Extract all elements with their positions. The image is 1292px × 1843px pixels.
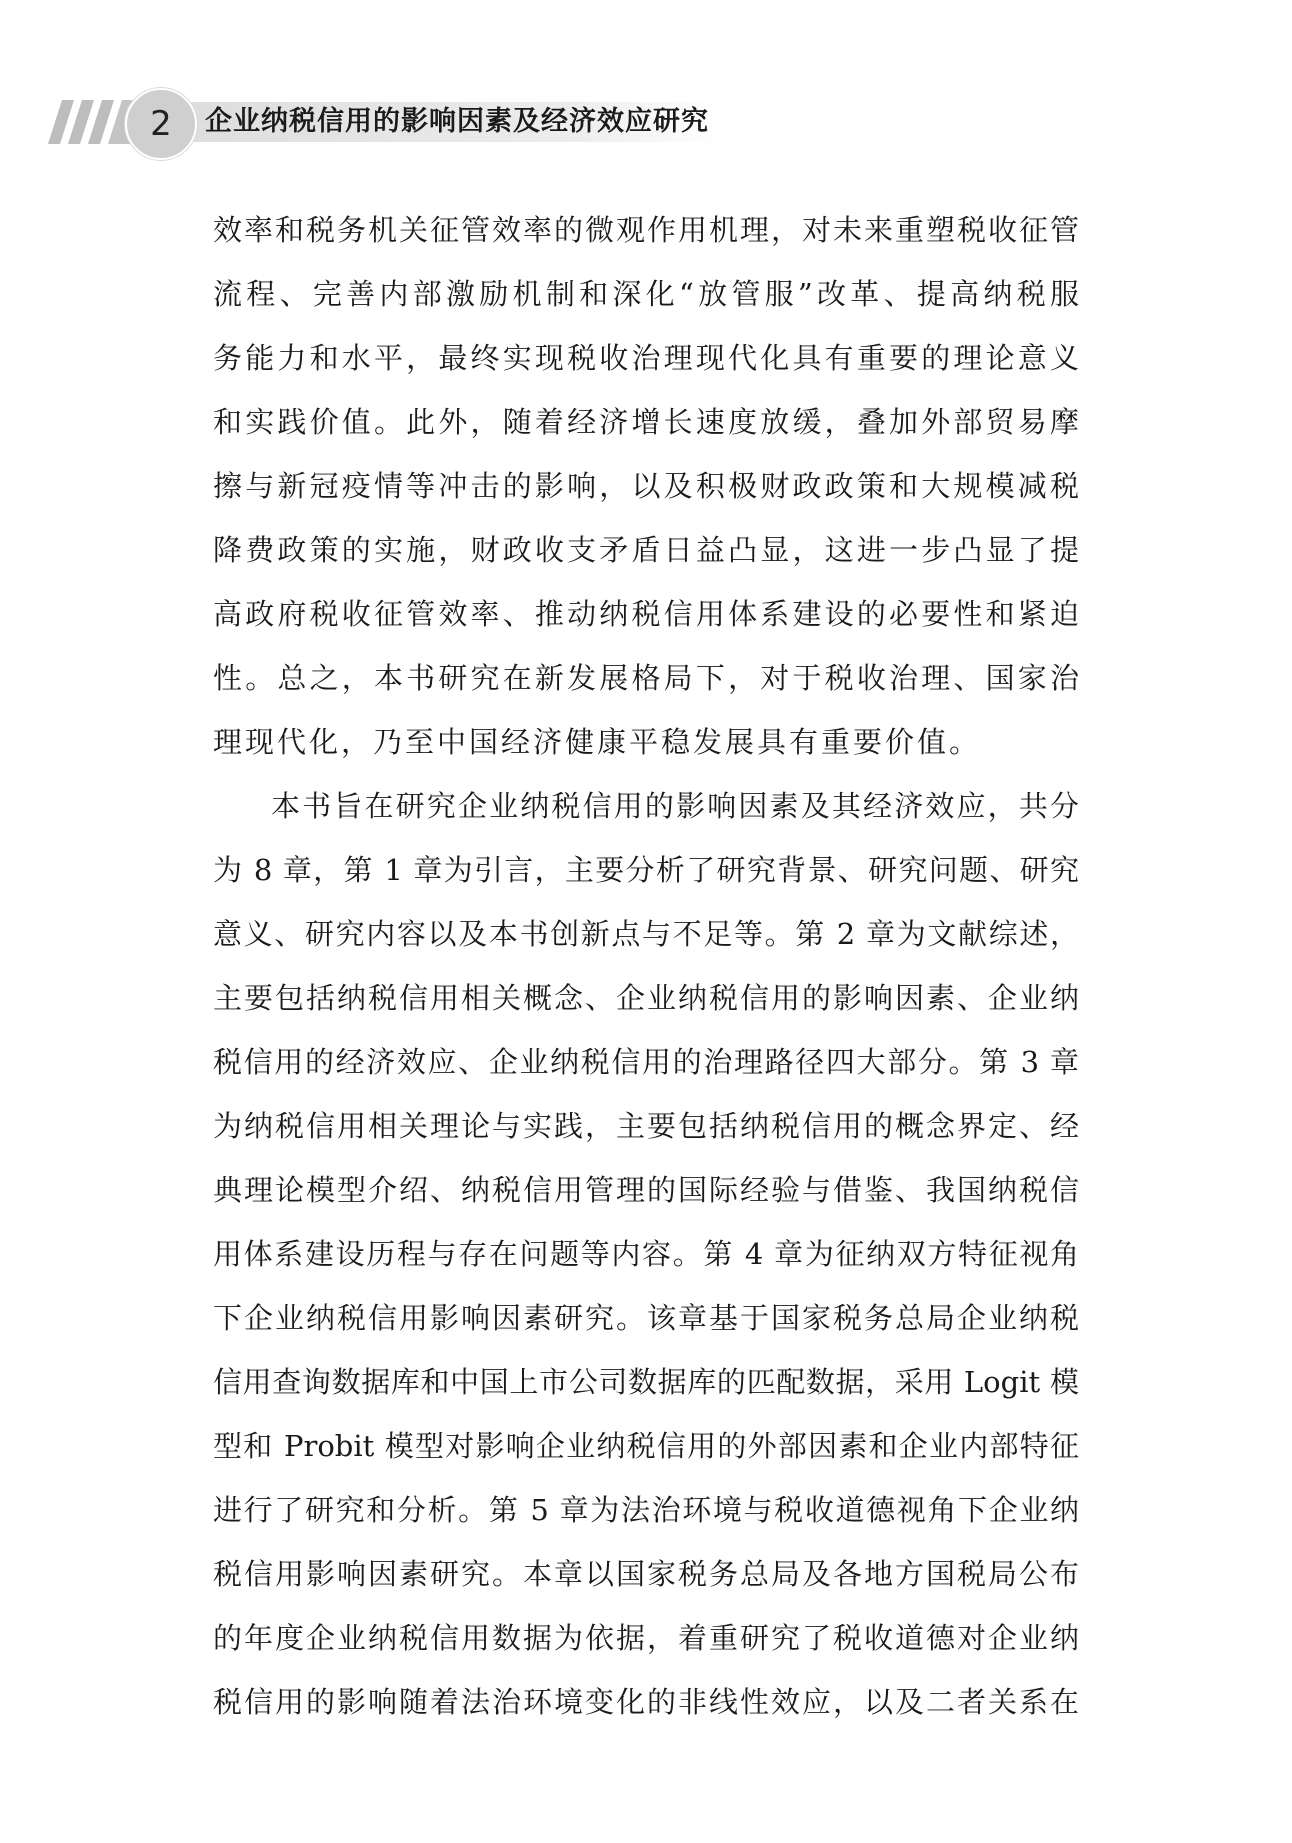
text-line: 擦与新冠疫情等冲击的影响，以及积极财政政策和大规模减税 xyxy=(213,469,1079,503)
body-text xyxy=(213,198,1079,1734)
text-line: 型和 Probit 模型对影响企业纳税信用的外部因素和企业内部特征 xyxy=(213,1429,1079,1463)
text-line: 信用查询数据库和中国上市公司数据库的匹配数据，采用 Logit 模 xyxy=(213,1365,1079,1399)
text-line: 务能力和水平，最终实现税收治理现代化具有重要的理论意义 xyxy=(213,341,1079,375)
text-line: 流程、完善内部激励机制和深化“放管服”改革、提高纳税服 xyxy=(213,277,1079,311)
text-line: 高政府税收征管效率、推动纳税信用体系建设的必要性和紧迫 xyxy=(213,597,1079,631)
paragraph-1 xyxy=(213,198,1079,774)
text-line: 税信用影响因素研究。本章以国家税务总局及各地方国税局公布 xyxy=(213,1557,1079,1591)
text-line: 用体系建设历程与存在问题等内容。第 4 章为征纳双方特征视角 xyxy=(213,1237,1079,1271)
text-line: 的年度企业纳税信用数据为依据，着重研究了税收道德对企业纳 xyxy=(213,1621,1079,1655)
page-number: 2 xyxy=(150,104,172,144)
text-line: 下企业纳税信用影响因素研究。该章基于国家税务总局企业纳税 xyxy=(213,1301,1079,1335)
page-number-badge xyxy=(125,88,197,160)
text-line: 意义、研究内容以及本书创新点与不足等。第 2 章为文献综述， xyxy=(213,917,1079,951)
text-line: 进行了研究和分析。第 5 章为法治环境与税收道德视角下企业纳 xyxy=(213,1493,1079,1527)
text-line: 理现代化，乃至中国经济健康平稳发展具有重要价值。 xyxy=(213,725,982,759)
text-line: 主要包括纳税信用相关概念、企业纳税信用的影响因素、企业纳 xyxy=(213,981,1079,1015)
paragraph-2 xyxy=(213,774,1079,1734)
running-title: 企业纳税信用的影响因素及经济效应研究 xyxy=(205,106,709,137)
text-line: 税信用的经济效应、企业纳税信用的治理路径四大部分。第 3 章 xyxy=(213,1045,1079,1079)
running-header xyxy=(0,88,1292,158)
text-line: 效率和税务机关征管效率的微观作用机理，对未来重塑税收征管 xyxy=(213,213,1079,247)
text-line: 和实践价值。此外，随着经济增长速度放缓，叠加外部贸易摩 xyxy=(213,405,1079,439)
text-line: 为 8 章，第 1 章为引言，主要分析了研究背景、研究问题、研究 xyxy=(213,853,1079,887)
text-line: 性。总之，本书研究在新发展格局下，对于税收治理、国家治 xyxy=(213,661,1079,695)
text-line: 典理论模型介绍、纳税信用管理的国际经验与借鉴、我国纳税信 xyxy=(213,1173,1079,1207)
text-line: 降费政策的实施，财政收支矛盾日益凸显，这进一步凸显了提 xyxy=(213,533,1079,567)
text-line: 税信用的影响随着法治环境变化的非线性效应，以及二者关系在 xyxy=(213,1685,1079,1719)
text-line: 为纳税信用相关理论与实践，主要包括纳税信用的概念界定、经 xyxy=(213,1109,1079,1143)
text-line: 本书旨在研究企业纳税信用的影响因素及其经济效应，共分 xyxy=(271,789,1079,823)
